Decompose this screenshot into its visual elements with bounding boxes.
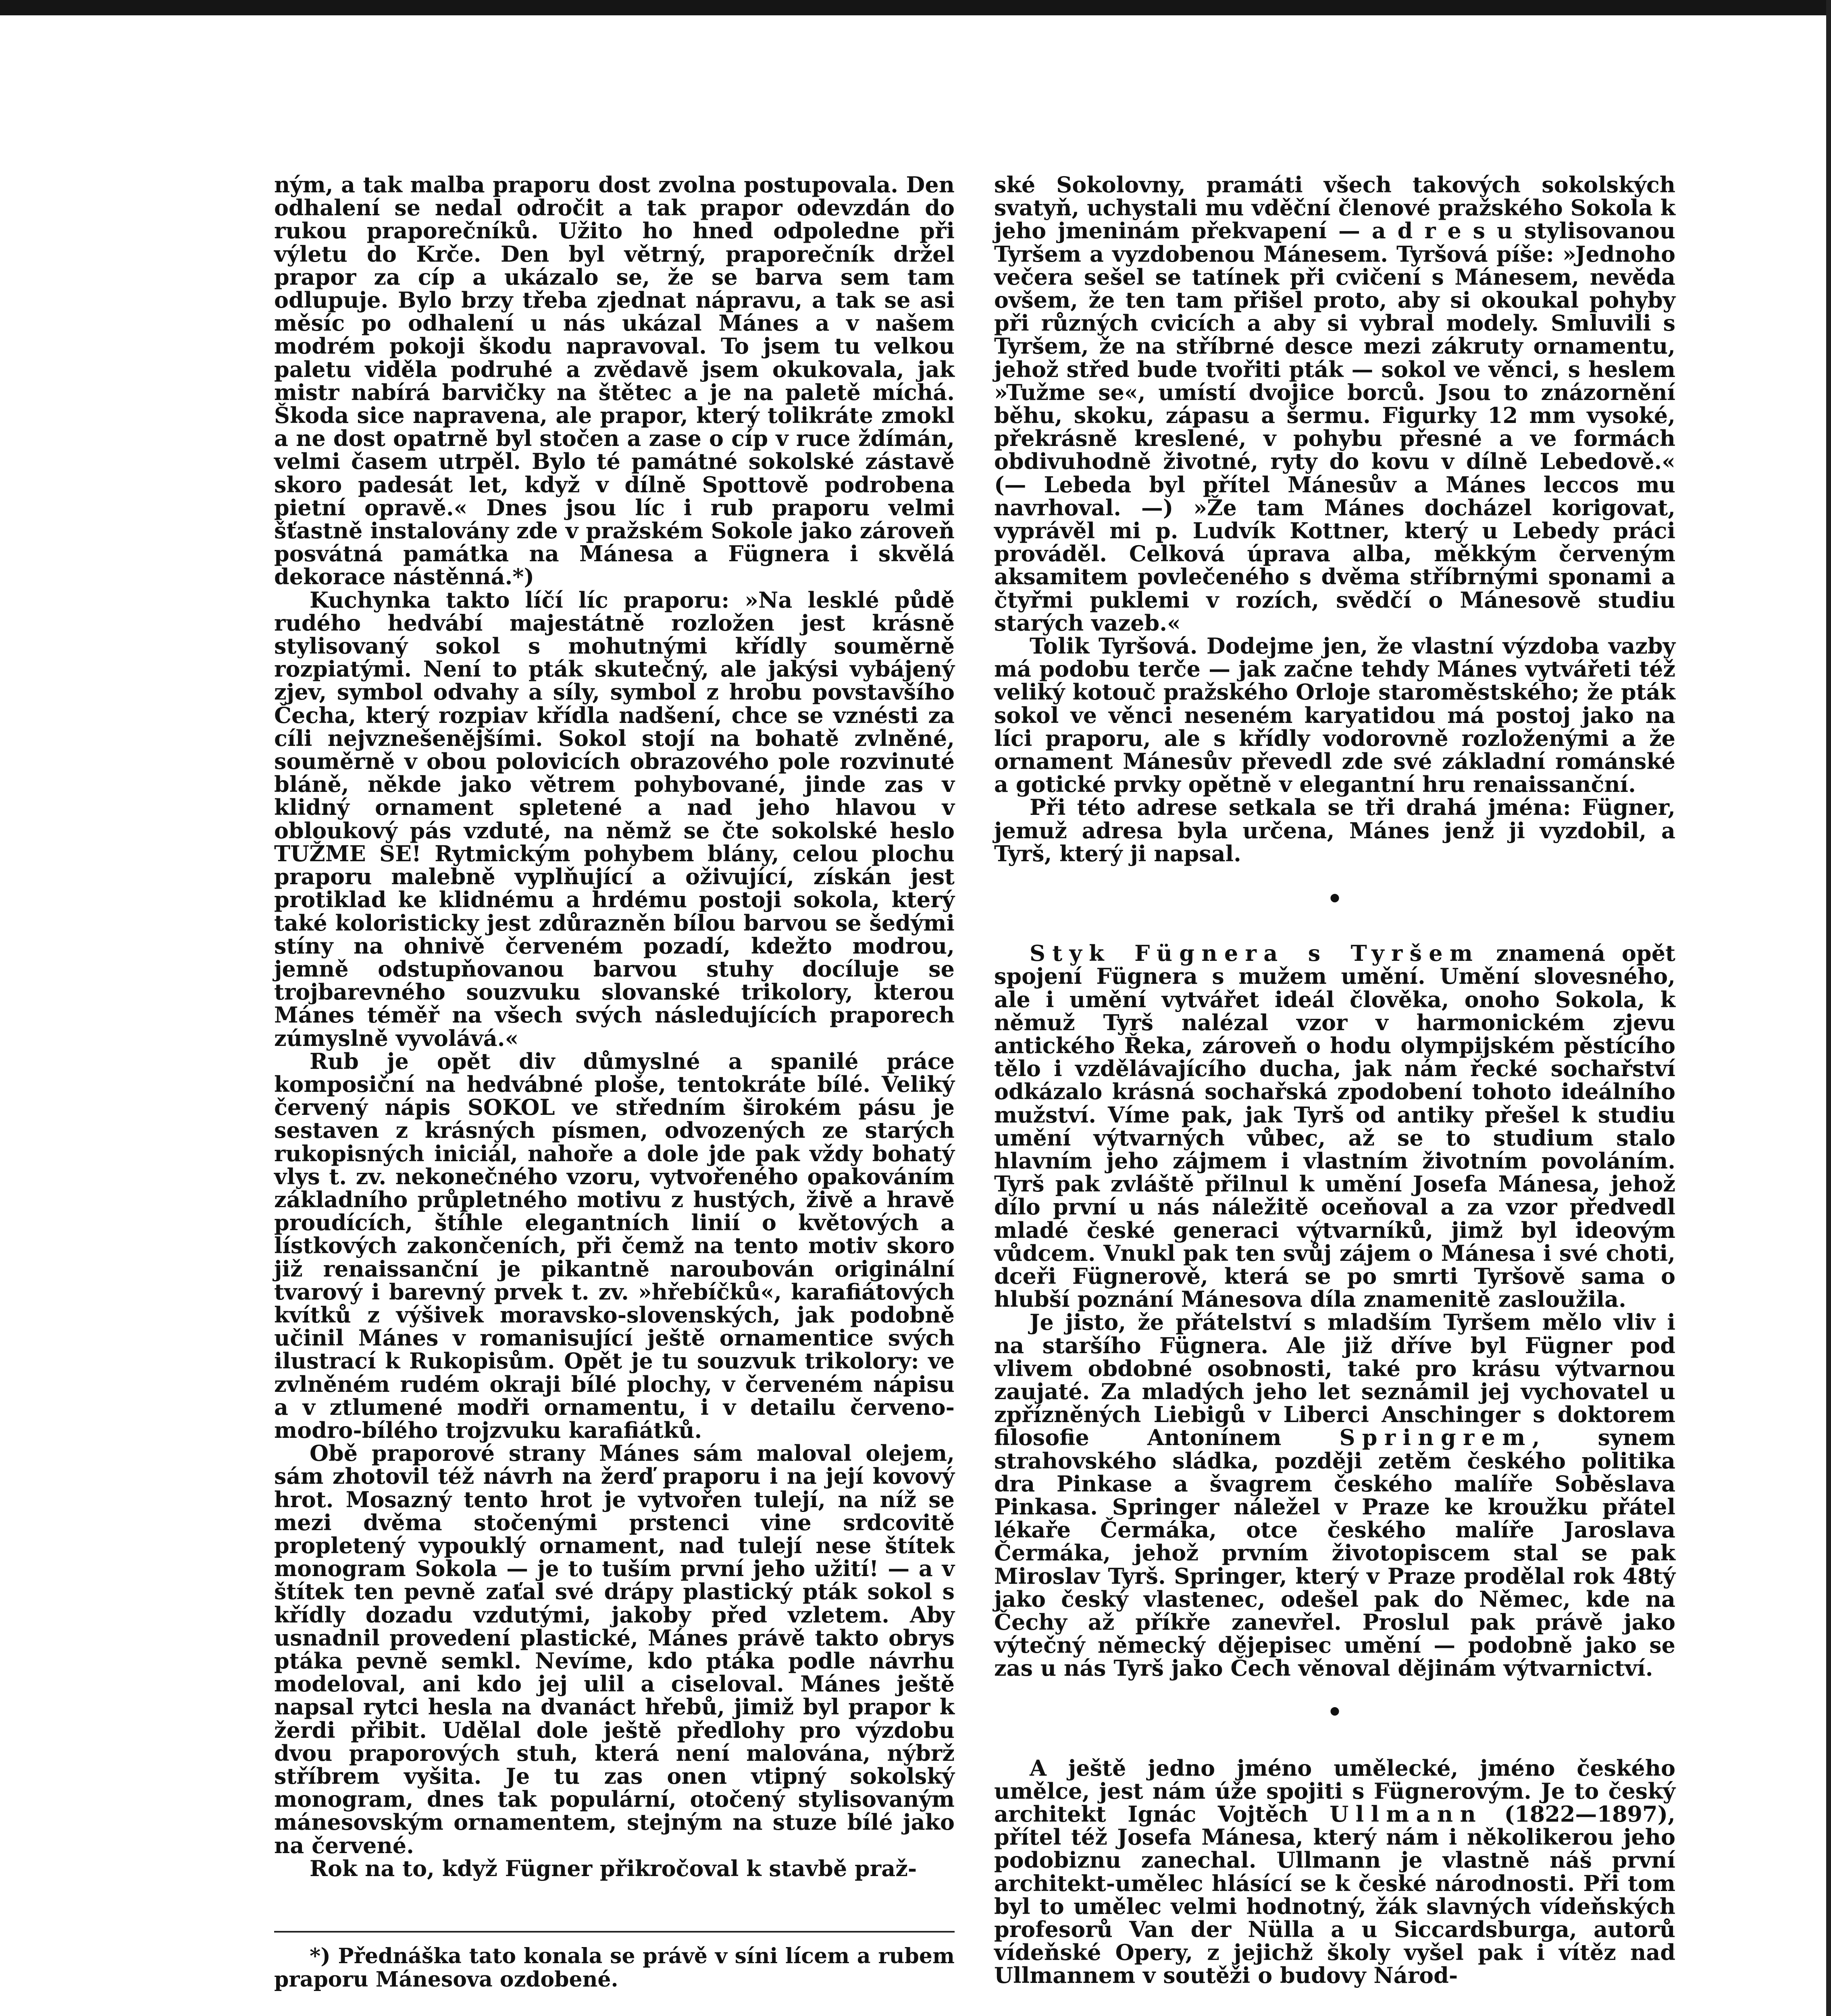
right-paragraph-2: Tolik Tyršová. Dodejme jen, že vlastní výzdoba vazby má podobu terče — jak začne tehdy Mánes vytvářeti též veliký kotouč pražského Orloje staroměstského; že pták sokol ve věnci neseném karyatidou má postoj jako na líci praporu, ale s křídly vodorovně rozloženými a že ornament Mánesův převedl zde své základní románské a gotické prvky opětně v elegantní hru renaissanční. xyxy=(994,633,1675,798)
right-paragraph-5-text-b: , synem strahovského sládka, později zetěm českého politika dra Pinkase a švagrem českého malíře Soběslava Pinkasa. Springer náležel v Praze ke kroužku přátel lékaře Čermáka, otce českého malíře Jaroslava Čermáka, jehož prvním životopiscem stal se pak Miroslav Tyrš. Springer, který v Praze prodělal rok 48tý jako český vlastenec, odešel pak do Němec, kde na Čechy až příkře zanevřel. Proslul pak právě jako výtečný německý dějepisec umění — podobně jako se zas u nás Tyrš jako Čech věnoval dějinám výtvarnictví. xyxy=(994,1425,1675,1681)
right-paragraph-6-text-b: (1822—1897), přítel též Josefa Mánesa, který nám i několikerou jeho podobiznu zanechal. Ullmann je vlastně náš první architekt-umělec hlásící se k české národnosti. Při tom byl to umělec velmi hodnotný, žák slavných vídeňských profesorů Van der Nülla a u Siccardsburga, autorů vídeňské Opery, z jejichž školy vyšel pak i vítěz nad Ullmannem v soutěži o budovy Národ- xyxy=(994,1801,1675,1989)
left-column xyxy=(274,173,955,1991)
spaced-name-springer: Springrem xyxy=(1339,1425,1532,1451)
left-paragraph-4: Obě praporové strany Mánes sám maloval olejem, sám zhotovil též návrh na žerď praporu i na její kovový hrot. Mosazný tento hrot je vytvořen tulejí, na níž se mezi dvěma stočenými prstenci vine srdcovitě propletený vypouklý ornament, nad tulejí nese štítek monogram Sokola — je to tuším první jeho užití! — a v štítek ten pevně zaťal své drápy plastický pták sokol s křídly dozadu vzdutými, jakoby před vzletem. Aby usnadnil provedení plastické, Mánes právě takto obrys ptáka pevně semkl. Nevíme, kdo ptáka podle návrhu modeloval, ani kdo jej ulil a ciseloval. Mánes ještě napsal rytci hesla na dvanáct hřebů, jimiž byl prapor k žerdi přibit. Udělal dole ještě předlohy pro výzdobu dvou praporových stuh, která není malována, nýbrž stříbrem vyšita. Je tu zas onen vtipný sokolský monogram, dnes tak populární, otočený stylisovaným mánesovským ornamentem, stejným na stuze bílé jako na červené. xyxy=(274,1440,955,1858)
right-column xyxy=(994,173,1675,1987)
left-paragraph-2: Kuchynka takto líčí líc praporu: »Na lesklé půdě rudého hedvábí majestátně rozložen jest krásně stylisovaný sokol s mohutnými křídly souměrně rozpiatými. Není to pták skutečný, ale jakýsi vybájený zjev, symbol odvahy a síly, symbol z hrobu povstavšího Čecha, který rozpiav křídla nadšení, chce se vznésti za cíli nejvznešenějšími. Sokol stojí na bohatě zvlněné, souměrně v obou polovicích obrazového pole rozvinuté bláně, někde jako větrem pohybované, jinde zas v klidný ornament spletené a nad jeho hlavou v obloukový pás vzduté, na němž se čte sokolské heslo TUŽME SE! Rytmickým pohybem blány, celou plochu praporu malebně vyplňující a oživující, získán jest protiklad ke klidnému a hrdému postoji sokola, který také koloristicky jest zdůrazněn bílou barvou se šedými stíny na ohnivě červeném pozadí, kdežto modrou, jemně odstupňovanou barvou stuhy docíluje se trojbarevného souzvuku slovanské trikolory, kterou Mánes téměř na všech svých následujících praporech zúmyslně vyvolává.« xyxy=(274,587,955,1051)
right-paragraph-4-text: znamená opět spojení Fügnera s mužem umění. Umění slovesného, ale i umění vytvářet ideál člověka, onoho Sokola, k němuž Tyrš nalézal vzor v harmonickém zjevu antického Řeka, zároveň o hodu olympijském pěstícího tělo i vzdělávajícího ducha, jak nám řecké sochařství odkázalo krásná sochařská zpodobení tohoto ideálního mužství. Víme pak, jak Tyrš od antiky přešel k studiu umění výtvarných vůbec, až se to studium stalo hlavním jeho zájmem i vlastním životním povoláním. Tyrš pak zvláště přilnul k umění Josefa Mánesa, jehož dílo první u nás náležitě oceňoval a za vzor předvedl mladé české generaci výtvarníků, jimž byl ideovým vůdcem. Vnukl pak ten svůj zájem o Mánesa i své choti, dceři Fügnerově, která se po smrti Tyršově sama o hlubší poznání Mánesova díla znamenitě zasloužila. xyxy=(994,940,1675,1312)
footnote: *) Přednáška tato konala se právě v síni lícem a rubem praporu Mánesova ozdobené. xyxy=(274,1944,955,1992)
scan-top-edge xyxy=(0,0,1831,15)
spaced-name-ullmann: Ullmann xyxy=(1330,1801,1483,1827)
footnote-rule xyxy=(274,1931,955,1933)
right-paragraph-3: Při této adrese setkala se tři drahá jména: Fügner, jemuž adresa byla určena, Mánes jenž ji vyzdobil, a Tyrš, který ji napsal. xyxy=(994,794,1675,866)
right-paragraph-4 xyxy=(994,942,1675,1311)
spaced-heading: Styk Fügnera s Tyršem xyxy=(1030,940,1480,966)
right-paragraph-5 xyxy=(994,1311,1675,1680)
left-paragraph-5: Rok na to, když Fügner přikročoval k stavbě praž- xyxy=(310,1855,917,1881)
right-paragraph-5-text-a: Je jisto, že přátelství s mladším Tyršem mělo vliv i na staršího Fügnera. Ale již dříve byl Fügner pod vlivem obdobné osobnosti, také pro krásu výtvarnou zaujaté. Za mladých jeho let seznámil jej vychovatel u zpřízněných Liebigů v Liberci Anschinger s doktorem filosofie Antonínem xyxy=(994,1309,1675,1451)
right-paragraph-1: ské Sokolovny, pramáti všech takových sokolských svatyň, uchystali mu vděční členové pražského Sokola k jeho jmeninám překvapení — a d r e s u stylisovanou Tyršem a vyzdobenou Mánesem. Tyršová píše: »Jednoho večera sešel se tatínek při cvičení s Mánesem, nevěda ovšem, že ten tam přišel proto, aby si okoukal pohyby při různých cvicích a aby si vybral modely. Smluvili s Tyršem, že na stříbrné desce mezi zákruty ornamentu, jehož střed bude tvořiti pták — sokol ve věnci, s heslem »Tužme se«, umístí dvojice borců. Jsou to znázornění běhu, skoku, zápasu a šermu. Figurky 12 mm vysoké, překrásně kreslené, v pohybu přesné a ve formách obdivuhodně životné, ryty do kovu v dílně Lebedově.« (— Lebeda byl přítel Mánesův a Mánes leccos mu navrhoval. —) »Že tam Mánes docházel korigovat, vyprávěl mi p. Ludvík Kottner, který u Lebedy práci prováděl. Celková úprava alba, měkkým červeným aksamitem povlečeného s dvěma stříbrnými sponami a čtyřmi puklemi v rozích, svědčí o Mánesově studiu starých vazeb.« xyxy=(994,172,1675,636)
left-paragraph-1: ným, a tak malba praporu dost zvolna postupovala. Den odhalení se nedal odročit a tak prapor odevzdán do rukou praporečníků. Užito ho hned odpoledne při výletu do Krče. Den byl větrný, praporečník držel prapor za cíp a ukázalo se, že se barva sem tam odlupuje. Bylo brzy třeba zjednat nápravu, a tak se asi měsíc po odhalení u nás ukázal Mánes a v našem modrém pokoji škodu napravoval. To jsem tu velkou paletu viděla podruhé a zvědavě jsem okukovala, jak mistr nabírá barvičky na štětec a je na paletě míchá. Škoda sice napravena, ale prapor, který tolikráte zmokl a ne dost opatrně byl stočen a zase o cíp v ruce ždímán, velmi časem utrpěl. Bylo té památné sokolské zástavě skoro padesát let, když v dílně Spottově podrobena pietní opravě.« Dnes jsou líc i rub praporu velmi šťastně instalovány zde v pražském Sokole jako zároveň posvátná památka na Mánesa a Fügnera i skvělá dekorace nástěnná.*) xyxy=(274,172,955,590)
scan-right-edge xyxy=(1826,0,1831,2016)
right-paragraph-6 xyxy=(994,1757,1675,1987)
left-paragraph-3: Rub je opět div důmyslné a spanilé práce komposiční na hedvábné ploše, tentokráte bílé. Veliký červený nápis SOKOL ve středním širokém pásu je sestaven z krásných písmen, odvozených ze starých rukopisných iniciál, nahoře a dole jde pak vždy bohatý vlys t. zv. nekonečného vzoru, vytvořeného opakováním základního průpletného motivu z hustých, živě a hravě proudících, štíhle elegantních linií o květových a lístkových zakončeních, při čemž na tento motiv skoro již renaissanční je pikantně naroubován originální tvarový i barevný prvek t. zv. »hřebíčků«, karafiátových kvítků z výšivek moravsko-slovenských, jak podobně učinil Mánes v romanisující ještě ornamentice svých ilustrací k Rukopisům. Opět je tu souzvuk trikolory: ve zvlněném rudém okraji bílé plochy, v červeném nápisu a v ztlumené modři ornamentu, i v detailu červeno-modro-bílého trojzvuku karafiátků. xyxy=(274,1048,955,1443)
right-paragraph-6-text-a: A ještě jedno jméno umělecké, jméno českého umělce, jest nám úže spojiti s Fügnerovým. Je to český architekt Ignác Vojtěch xyxy=(994,1755,1675,1827)
section-separator-2: • xyxy=(1327,1698,1343,1727)
section-separator: • xyxy=(1327,885,1343,914)
